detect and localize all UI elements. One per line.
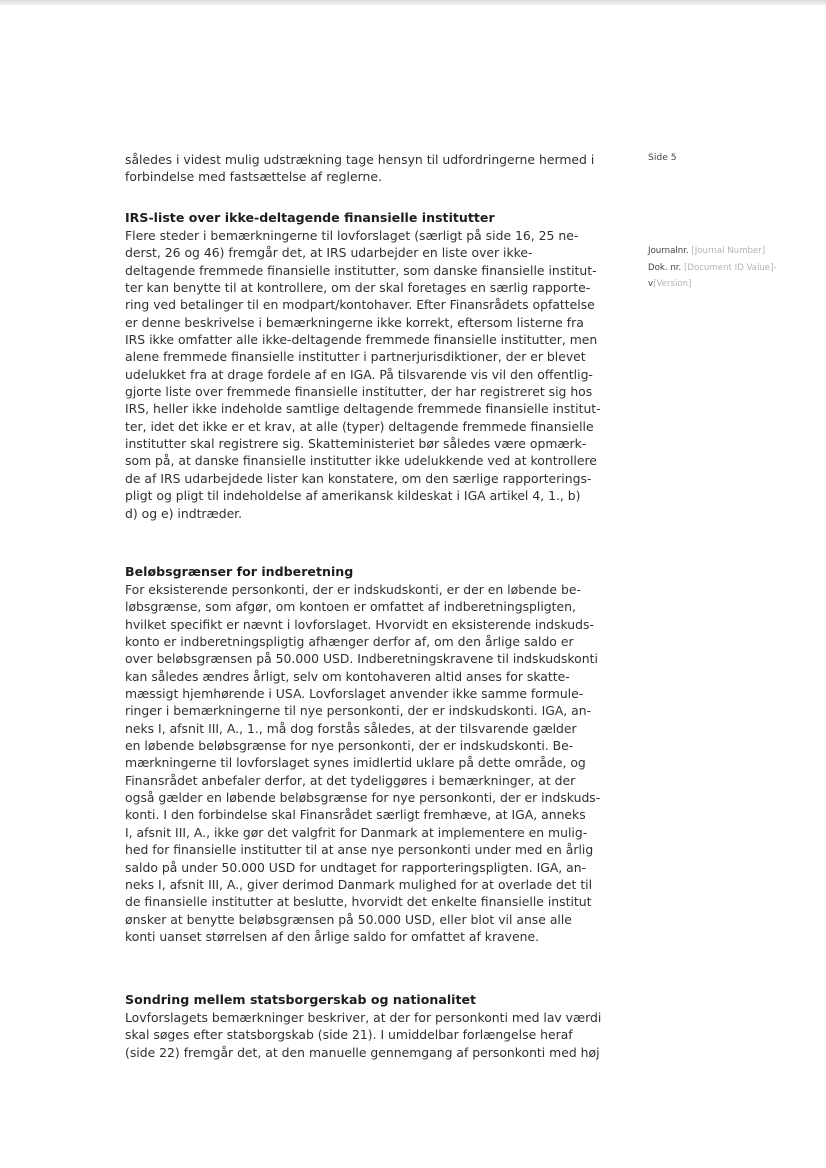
paragraph-line: de finansielle institutter at beslutte, hvorvidt det enkelte finansielle institut	[125, 894, 592, 910]
section-heading: IRS-liste over ikke-deltagende finansielle institutter	[125, 210, 495, 225]
paragraph-line: d) og e) indtræder.	[125, 505, 243, 521]
paragraph-line: som på, at danske finansielle institutter ikke udelukkende ved at kontrollere	[125, 453, 597, 469]
paragraph-line: pligt og pligt til indeholdelse af amerikansk kildeskat i IGA artikel 4, 1., b)	[125, 488, 581, 504]
paragraph-line: derst, 26 og 46) fremgår det, at IRS udarbejder en liste over ikke-	[125, 245, 533, 261]
paragraph-line: Lovforslagets bemærkninger beskriver, at der for personkonti med lav værdi	[125, 1010, 602, 1025]
paragraph-line: gjorte liste over fremmede finansielle institutter, der har registreret sig hos	[125, 384, 593, 400]
paragraph-line: konti. I den forbindelse skal Finansrådet særligt fremhæve, at IGA, anneks	[125, 807, 586, 823]
document-number-value: [Document ID Value]-	[683, 262, 777, 273]
paragraph-line: IRS ikke omfatter alle ikke-deltagende fremmede finansielle institutter, men	[125, 332, 598, 348]
version-row	[648, 276, 818, 293]
paragraph-line: For eksisterende personkonti, der er indskudskonti, er der en løbende be-	[125, 582, 581, 597]
paragraph-line: I, afsnit III, A., ikke gør det valgfrit for Danmark at implementere en mulig-	[125, 824, 588, 840]
paragraph-line: ringer i bemærkningerne til nye personkonti, der er indskudskonti. IGA, an-	[125, 703, 592, 719]
paragraph-line: ter kan benytte til at kontrollere, om der skal foretages en særlig rapporte-	[125, 280, 591, 296]
section-amount-thresholds	[125, 563, 607, 945]
paragraph-line: en løbende beløbsgrænse for nye personkonti, der er indskudskonti. Be-	[125, 738, 574, 754]
paragraph-line: neks I, afsnit III, A., giver derimod Danmark mulighed for at overlade det til	[125, 876, 593, 892]
paragraph-line: hvilket specifikt er nævnt i lovforslaget. Hvorvidt en eksisterende indskuds-	[125, 616, 594, 632]
paragraph-line: kan således ændres årligt, selv om kontohaveren altid anses for skatte-	[125, 668, 570, 684]
paragraph-line: saldo på under 50.000 USD for undtaget for rapporteringspligten. IGA, an-	[125, 859, 587, 875]
paragraph-line: mæssigt hjemhørende i USA. Lovforslaget anvender ikke samme formule-	[125, 686, 584, 702]
section-paragraph	[125, 581, 607, 945]
section-paragraph	[125, 227, 607, 522]
paragraph-line: er denne beskrivelse i bemærkningerne ikke korrekt, eftersom listerne fra	[125, 314, 584, 330]
paragraph-line: ring ved betalinger til en modpart/kontohaver. Efter Finansrådets opfattelse	[125, 297, 595, 313]
version-prefix: v	[648, 279, 654, 290]
intro-paragraph	[125, 151, 607, 186]
paragraph-line: forbindelse med fastsættelse af reglerne.	[125, 169, 382, 185]
section-citizenship-nationality	[125, 991, 607, 1061]
journal-number-label: Journalnr.	[648, 246, 689, 256]
paragraph-line: (side 22) fremgår det, at den manuelle gennemgang af personkonti med høj	[125, 1044, 600, 1060]
paragraph-line: hed for finansielle institutter til at anse nye personkonti under med en årlig	[125, 842, 594, 858]
paragraph-line: de af IRS udarbejdede lister kan konstatere, om den særlige rapporterings-	[125, 470, 592, 486]
paragraph-line: ønsker at benytte beløbsgrænsen på 50.000 USD, eller blot vil anse alle	[125, 911, 572, 927]
paragraph-line: konto er indberetningspligtig afhænger derfor af, om den årlige saldo er	[125, 634, 574, 650]
version-value: [Version]	[653, 279, 692, 290]
section-heading: Beløbsgrænser for indberetning	[125, 564, 354, 579]
paragraph-line: ter, idet det ikke er et krav, at alle (typer) deltagende fremmede finansielle	[125, 418, 594, 434]
paragraph-line: Finansrådet anbefaler derfor, at det tydeliggøres i bemærkninger, at der	[125, 772, 576, 788]
paragraph-line: IRS, heller ikke indeholde samtlige deltagende fremmede finansielle institut-	[125, 401, 601, 417]
page-number: Side 5	[648, 152, 677, 163]
paragraph-line: mærkningerne til lovforslaget synes imidlertid uklare på dette område, og	[125, 755, 586, 771]
paragraph-line: Flere steder i bemærkningerne til lovforslaget (særligt på side 16, 25 ne-	[125, 228, 579, 243]
paragraph-line: skal søges efter statsborgskab (side 21). I umiddelbar forlængelse heraf	[125, 1027, 573, 1043]
paragraph-line: neks I, afsnit III, A., 1., må dog forstås således, at der tilsvarende gælder	[125, 720, 577, 736]
section-paragraph	[125, 1009, 607, 1061]
section-heading: Sondring mellem statsborgerskab og nationalitet	[125, 992, 477, 1007]
document-metadata	[648, 243, 818, 293]
paragraph-line: løbsgrænse, som afgør, om kontoen er omfattet af indberetningspligten,	[125, 599, 576, 615]
paragraph-line: også gælder en løbende beløbsgrænse for nye personkonti, der er indskuds-	[125, 790, 601, 806]
paragraph-line: alene fremmede finansielle institutter i partnerjurisdiktioner, der er blevet	[125, 349, 586, 365]
journal-number-value: [Journal Number]	[691, 246, 766, 256]
document-number-row	[648, 260, 818, 277]
paragraph-line: over beløbsgrænsen på 50.000 USD. Indberetningskravene til indskudskonti	[125, 651, 598, 667]
journal-number-row	[648, 243, 818, 260]
paragraph-line: deltagende fremmede finansielle institutter, som danske finansielle institut-	[125, 262, 597, 278]
paragraph-line: institutter skal registrere sig. Skatteministeriet bør således være opmærk-	[125, 436, 587, 452]
page-top-edge	[0, 0, 826, 5]
paragraph-line: udelukket fra at drage fordele af en IGA. På tilsvarende vis vil den offentlig-	[125, 366, 593, 382]
paragraph-line: således i videst mulig udstrækning tage hensyn til udfordringerne hermed i	[125, 152, 595, 167]
document-number-label: Dok. nr.	[648, 262, 682, 273]
section-irs-list	[125, 209, 607, 522]
paragraph-line: konti uanset størrelsen af den årlige saldo for omfattet af kravene.	[125, 928, 540, 944]
